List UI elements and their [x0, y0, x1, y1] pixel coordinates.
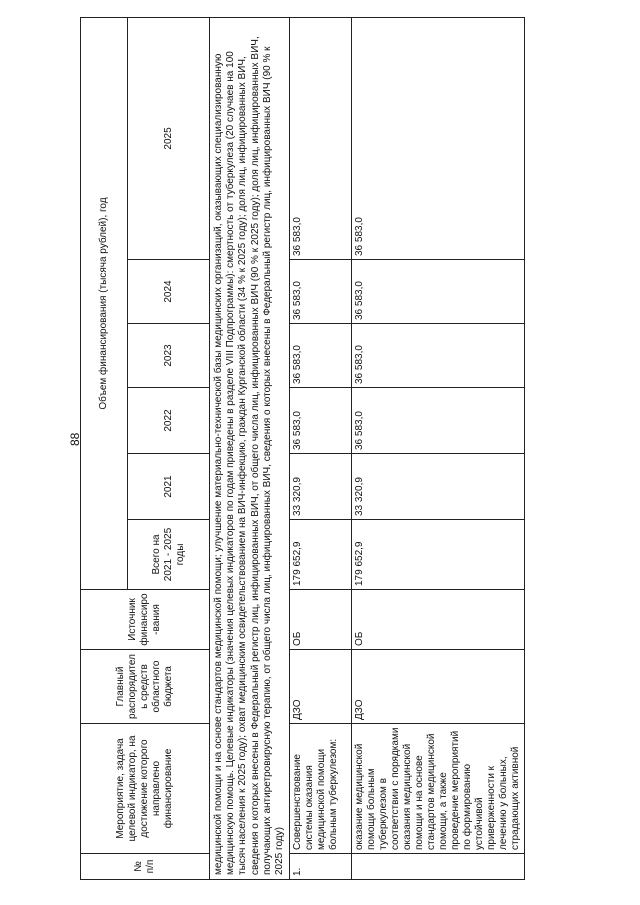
table-row [290, 17, 352, 879]
header-year-2023: 2023 [128, 324, 210, 388]
header-year-2024: 2024 [128, 260, 210, 324]
header-year-2021: 2021 [128, 454, 210, 520]
header-total: Всего на 2021 - 2025 годы [128, 520, 210, 590]
row-2021: 33 320,9 [352, 454, 525, 520]
table-row [352, 17, 525, 879]
header-volume: Объем финансирования (тысяча рублей), год [81, 17, 128, 589]
row-total: 179 652,9 [290, 520, 352, 590]
row-manager: ДЗО [352, 650, 525, 724]
header-event: Мероприятие, задача целевой индикатор, на достижение которого направлено финансирование [81, 724, 210, 854]
rotated-table-container [80, 18, 610, 880]
intro-text: медицинской помощи и на основе стандартов медицинской помощи; улучшение материально-технической базы медицинских организаций, оказывающих специализированную медицинскую помощь. Целевые индикаторы (значения целевых индикаторов по годам приведены в разделе VIII Подпрограммы): смертность от туберкулеза (20 случаев на 100 тысяч населения к 2025 году); охват медицинским освидетельствованием на ВИЧ-инфекцию, граждан Курганской области (34 % к 2025 году); доля лиц, инфицированных ВИЧ, сведения о которых внесены в Федеральный регистр лиц, инфицированных ВИЧ, от общего числа лиц, инфицированных ВИЧ (90 % к 2025 году); доля лиц, инфицированных ВИЧ, получающих антиретровирусную терапию, от общего числа лиц, инфицированных ВИЧ, сведения о которых внесены в Федеральный регистр лиц, инфицированных ВИЧ (90 % к 2025 году) [210, 17, 290, 879]
row-2024: 36 583,0 [352, 260, 525, 324]
header-source: Источник финансиро-вания [81, 590, 210, 650]
row-source: ОБ [352, 590, 525, 650]
row-manager: ДЗО [290, 650, 352, 724]
header-row-1 [81, 17, 128, 879]
row-num: 1. [290, 854, 352, 880]
row-event: Совершенствование системы оказания медицинской помощи больным туберкулезом: [290, 724, 352, 854]
intro-row [210, 17, 290, 879]
page-number: 88 [68, 432, 82, 446]
row-total: 179 652,9 [352, 520, 525, 590]
header-num: № п/п [81, 854, 210, 880]
row-2022: 36 583,0 [290, 388, 352, 454]
row-source: ОБ [290, 590, 352, 650]
row-event: оказание медицинской помощи больным туберкулезом в соответствии с порядками оказания медицинской помощи и на основе стандартов медицинской помощи, а также проведение мероприятий по формированию устойчивой приверженности к лечению у больных, страдающих активной [352, 724, 525, 854]
header-year-2025: 2025 [128, 17, 210, 259]
row-2024: 36 583,0 [290, 260, 352, 324]
row-2025: 36 583,0 [290, 17, 352, 259]
financing-table [80, 17, 525, 880]
row-2021: 33 320,9 [290, 454, 352, 520]
header-manager: Главный распорядитель средств областного бюджета [81, 650, 210, 724]
row-2023: 36 583,0 [290, 324, 352, 388]
header-year-2022: 2022 [128, 388, 210, 454]
row-2023: 36 583,0 [352, 324, 525, 388]
row-num [352, 854, 525, 880]
row-2022: 36 583,0 [352, 388, 525, 454]
row-2025: 36 583,0 [352, 17, 525, 259]
